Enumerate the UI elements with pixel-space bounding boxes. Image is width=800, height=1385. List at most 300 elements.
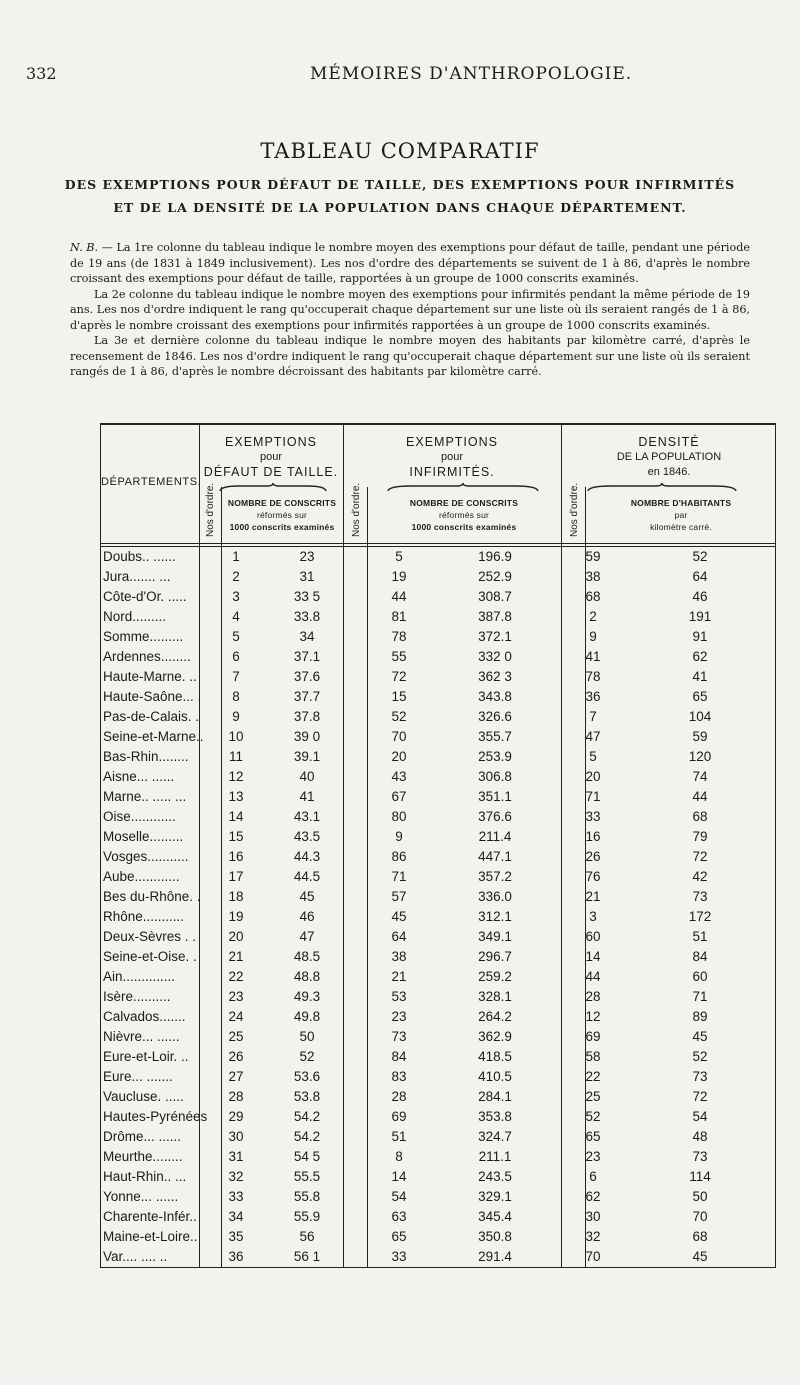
- ordre-densite: 58: [585, 1049, 601, 1064]
- departement-name: Deux-Sèvres . .: [103, 929, 197, 944]
- ordre-densite: 3: [589, 909, 597, 924]
- subheader-densite: [585, 497, 777, 533]
- explanatory-notes: [70, 240, 750, 380]
- subheader-taille: [221, 497, 343, 533]
- value-infirmites: 362 3: [478, 669, 512, 684]
- table-row: [101, 1186, 775, 1206]
- table-row: [101, 1006, 775, 1026]
- ordre-taille: 5: [232, 629, 240, 644]
- departement-name: Charente-Infér..: [103, 1209, 197, 1224]
- value-taille: 54.2: [293, 1129, 321, 1144]
- ordre-taille: 9: [232, 709, 240, 724]
- table-row: [101, 1226, 775, 1246]
- table-row: [101, 1246, 775, 1266]
- ordre-infirmites: 84: [391, 1049, 407, 1064]
- table-row: [101, 1126, 775, 1146]
- value-taille: 47: [299, 929, 315, 944]
- ordre-densite: 6: [589, 1169, 597, 1184]
- departement-name: Pas-de-Calais. .: [103, 709, 200, 724]
- value-taille: 44.3: [293, 849, 321, 864]
- ordre-taille: 34: [228, 1209, 244, 1224]
- table-row: [101, 1026, 775, 1046]
- ordre-densite: 5: [589, 749, 597, 764]
- value-infirmites: 243.5: [478, 1169, 512, 1184]
- ordre-taille: 18: [228, 889, 244, 904]
- value-infirmites: 336.0: [478, 889, 512, 904]
- value-densite: 71: [692, 989, 708, 1004]
- value-densite: 114: [689, 1169, 711, 1184]
- value-densite: 84: [692, 949, 708, 964]
- brace-icon: [587, 483, 737, 493]
- ordre-infirmites: 80: [391, 809, 407, 824]
- ordre-densite: 68: [585, 589, 601, 604]
- ordre-infirmites: 65: [391, 1229, 407, 1244]
- value-taille: 37.8: [293, 709, 321, 724]
- ordre-densite: 59: [585, 549, 601, 564]
- ordre-densite: 20: [585, 769, 601, 784]
- departement-name: Hautes-Pyrénées: [103, 1109, 208, 1124]
- value-infirmites: 362.9: [478, 1029, 512, 1044]
- table-body: [101, 546, 775, 1266]
- subheader-infirmites: [367, 497, 561, 533]
- departement-name: Bas-Rhin........: [103, 749, 189, 764]
- table-row: [101, 906, 775, 926]
- value-taille: 37.1: [293, 649, 321, 664]
- ordre-densite: 28: [585, 989, 601, 1004]
- value-taille: 48.8: [293, 969, 321, 984]
- table-row: [101, 1066, 775, 1086]
- value-infirmites: 351.1: [478, 789, 512, 804]
- ordre-label: Nos d'ordre.: [569, 482, 580, 537]
- value-taille: 45: [299, 889, 315, 904]
- ordre-infirmites: 5: [395, 549, 403, 564]
- ordre-infirmites: 63: [391, 1209, 407, 1224]
- ordre-infirmites: 53: [391, 989, 407, 1004]
- value-taille: 54.2: [293, 1109, 321, 1124]
- table-row: [101, 1106, 775, 1126]
- table-row: [101, 766, 775, 786]
- subheader-line: réformés sur: [256, 510, 308, 520]
- brace-icon: [387, 483, 539, 493]
- ordre-infirmites: 33: [391, 1249, 407, 1264]
- ordre-label: Nos d'ordre.: [351, 482, 362, 537]
- ordre-taille: 15: [228, 829, 244, 844]
- ordre-infirmites: 81: [391, 609, 407, 624]
- page-title: TABLEAU COMPARATIF: [260, 139, 540, 163]
- ordre-infirmites: 43: [391, 769, 407, 784]
- value-infirmites: 259.2: [478, 969, 512, 984]
- value-densite: 54: [692, 1109, 708, 1124]
- header-infirmites: [343, 435, 561, 480]
- ordre-densite: 62: [585, 1189, 601, 1204]
- value-infirmites: 372.1: [478, 629, 512, 644]
- value-taille: 46: [299, 909, 315, 924]
- value-densite: 68: [692, 809, 708, 824]
- ordre-densite: 14: [585, 949, 601, 964]
- value-densite: 50: [692, 1189, 708, 1204]
- value-taille: 40: [299, 769, 315, 784]
- value-taille: 23: [299, 549, 315, 564]
- value-taille: 55.8: [293, 1189, 321, 1204]
- table-row: [101, 886, 775, 906]
- value-densite: 65: [692, 689, 708, 704]
- ordre-densite: 30: [585, 1209, 601, 1224]
- ordre-densite: 21: [585, 889, 601, 904]
- note-paragraph-3: La 3e et dernière colonne du tableau indique le nombre moyen des habitants par kilomètre carré, d'après le recensement de 1846. Les nos d'ordre indiquent le rang qu'occuperait chaque département sur une liste où ils seraient rangés de 1 à 86, d'après le nombre décroissant des habitants par kilomètre carré.: [70, 334, 750, 378]
- value-densite: 191: [688, 609, 712, 624]
- ordre-densite: 44: [585, 969, 601, 984]
- ordre-taille: 28: [228, 1089, 244, 1104]
- table-row: [101, 986, 775, 1006]
- value-infirmites: 387.8: [478, 609, 512, 624]
- departement-name: Yonne... ......: [103, 1189, 179, 1204]
- value-infirmites: 328.1: [478, 989, 512, 1004]
- ordre-infirmites: 71: [391, 869, 407, 884]
- value-infirmites: 345.4: [478, 1209, 512, 1224]
- table-row: [101, 726, 775, 746]
- ordre-densite: 70: [585, 1249, 601, 1264]
- ordre-densite: 38: [585, 569, 601, 584]
- value-densite: 60: [692, 969, 708, 984]
- value-densite: 45: [692, 1029, 708, 1044]
- departement-name: Meurthe........: [103, 1149, 183, 1164]
- ordre-taille: 25: [228, 1029, 244, 1044]
- ordre-infirmites: 20: [391, 749, 407, 764]
- value-infirmites: 324.7: [478, 1129, 512, 1144]
- value-taille: 33 5: [293, 589, 321, 604]
- table-row: [101, 786, 775, 806]
- ordre-taille: 31: [228, 1149, 244, 1164]
- header-departements: DÉPARTEMENTS.: [101, 476, 202, 488]
- ordre-infirmites: 19: [391, 569, 407, 584]
- ordre-taille: 12: [228, 769, 244, 784]
- ordre-taille: 1: [232, 549, 240, 564]
- ordre-infirmites: 45: [391, 909, 407, 924]
- value-infirmites: 353.8: [478, 1109, 512, 1124]
- value-infirmites: 252.9: [478, 569, 512, 584]
- value-taille: 37.6: [293, 669, 321, 684]
- value-infirmites: 418.5: [478, 1049, 512, 1064]
- ordre-infirmites: 52: [391, 709, 407, 724]
- departement-name: Nord.........: [103, 609, 167, 624]
- value-infirmites: 326.6: [478, 709, 512, 724]
- ordre-taille: 22: [228, 969, 244, 984]
- ordre-densite: 16: [585, 829, 601, 844]
- value-densite: 46: [692, 589, 708, 604]
- ordre-densite: 2: [589, 609, 597, 624]
- value-taille: 31: [299, 569, 315, 584]
- ordre-infirmites: 69: [391, 1109, 407, 1124]
- subheader-line: par: [674, 510, 688, 520]
- ordre-infirmites: 73: [391, 1029, 407, 1044]
- table-row: [101, 1086, 775, 1106]
- ordre-taille: 17: [228, 869, 244, 884]
- table-row: [101, 846, 775, 866]
- ordre-densite: 47: [585, 729, 601, 744]
- departement-name: Haute-Marne. ..: [103, 669, 197, 684]
- ordre-densite: 26: [585, 849, 601, 864]
- ordre-densite: 12: [585, 1009, 601, 1024]
- ordre-densite: 78: [585, 669, 601, 684]
- departement-name: Eure-et-Loir. ..: [103, 1049, 189, 1064]
- value-infirmites: 308.7: [478, 589, 512, 604]
- subheader-line: NOMBRE DE CONSCRITS: [409, 498, 519, 508]
- table-row: [101, 586, 775, 606]
- ordre-densite: 32: [585, 1229, 601, 1244]
- group-label: DENSITÉ: [638, 435, 700, 449]
- brace-icon: [219, 483, 327, 493]
- value-taille: 44.5: [293, 869, 321, 884]
- page-subtitle: DES EXEMPTIONS POUR DÉFAUT DE TAILLE, DES EXEMPTIONS POUR INFIRMITÉS ET DE LA DENSITÉ DE LA POPULATION DANS CHAQUE DÉPARTEMENT.: [64, 177, 736, 215]
- ordre-taille: 35: [228, 1229, 244, 1244]
- ordre-infirmites: 57: [391, 889, 407, 904]
- ordre-infirmites: 51: [391, 1129, 407, 1144]
- table-row: [101, 1046, 775, 1066]
- value-infirmites: 349.1: [478, 929, 512, 944]
- departement-name: Maine-et-Loire..: [103, 1229, 198, 1244]
- value-densite: 45: [692, 1249, 708, 1264]
- value-taille: 53.8: [293, 1089, 321, 1104]
- departement-name: Var.... .... ..: [103, 1249, 168, 1264]
- note-paragraph-1: [70, 240, 750, 287]
- value-taille: 48.5: [293, 949, 321, 964]
- value-taille: 43.1: [293, 809, 321, 824]
- ordre-taille: 23: [228, 989, 244, 1004]
- ordre-taille: 7: [232, 669, 240, 684]
- ordre-infirmites: 28: [391, 1089, 407, 1104]
- ordre-densite: 36: [585, 689, 601, 704]
- value-densite: 72: [692, 1089, 708, 1104]
- value-densite: 172: [688, 909, 712, 924]
- table-row: [101, 606, 775, 626]
- group-label: EXEMPTIONS: [225, 435, 317, 449]
- departement-name: Drôme... ......: [103, 1129, 182, 1144]
- ordre-infirmites: 21: [391, 969, 407, 984]
- ordre-taille: 14: [228, 809, 244, 824]
- ordre-taille: 19: [228, 909, 244, 924]
- ordre-infirmites: 23: [391, 1009, 407, 1024]
- ordre-densite: 25: [585, 1089, 601, 1104]
- ordre-densite: 69: [585, 1029, 601, 1044]
- value-densite: 52: [692, 1049, 708, 1064]
- value-infirmites: 253.9: [478, 749, 512, 764]
- ordre-infirmites: 15: [391, 689, 407, 704]
- subheader-line: 1000 conscrits examinés: [229, 522, 335, 532]
- value-taille: 56 1: [293, 1249, 321, 1264]
- ordre-taille: 21: [228, 949, 244, 964]
- value-taille: 50: [299, 1029, 315, 1044]
- ordre-taille: 33: [228, 1189, 244, 1204]
- ordre-infirmites: 72: [391, 669, 407, 684]
- ordre-infirmites: 8: [395, 1149, 403, 1164]
- header-densite: [561, 435, 777, 480]
- ordre-infirmites: 64: [391, 929, 407, 944]
- group-label: pour: [440, 451, 464, 463]
- departement-name: Doubs.. ......: [103, 549, 176, 564]
- departement-name: Rhône...........: [103, 909, 185, 924]
- value-infirmites: 410.5: [478, 1069, 512, 1084]
- ordre-taille: 27: [228, 1069, 244, 1084]
- value-infirmites: 306.8: [478, 769, 512, 784]
- nb-label: N. B.: [70, 241, 99, 254]
- departement-name: Marne.. ..... ...: [103, 789, 187, 804]
- ordre-taille: 8: [232, 689, 240, 704]
- departement-name: Ain..............: [103, 969, 176, 984]
- table-row: [101, 826, 775, 846]
- value-densite: 73: [692, 1149, 708, 1164]
- ordre-taille: 13: [228, 789, 244, 804]
- departement-name: Nièvre... ......: [103, 1029, 180, 1044]
- value-taille: 43.5: [293, 829, 321, 844]
- ordre-taille: 30: [228, 1129, 244, 1144]
- value-taille: 49.8: [293, 1009, 321, 1024]
- ordre-label: Nos d'ordre.: [205, 482, 216, 537]
- subheader-line: NOMBRE D'HABITANTS: [630, 498, 732, 508]
- subheader-line: NOMBRE DE CONSCRITS: [227, 498, 337, 508]
- subheader-line: 1000 conscrits examinés: [411, 522, 517, 532]
- note-text-1: — La 1re colonne du tableau indique le nombre moyen des exemptions pour défaut de taille, pendant une période de 19 ans (de 1831 à 1849 inclusivement). Les nos d'ordre des départements se suivent de 1 à 86, d'après le nombre croissant des exemptions pour défaut de taille, rapportées à un groupe de 1000 conscrits examinés.: [70, 241, 751, 285]
- table-row: [101, 946, 775, 966]
- departement-name: Aisne... ......: [103, 769, 175, 784]
- table-row: [101, 966, 775, 986]
- ordre-taille: 10: [228, 729, 244, 744]
- ordre-infirmites: 83: [391, 1069, 407, 1084]
- table-row: [101, 866, 775, 886]
- value-taille: 41: [299, 789, 315, 804]
- departement-name: Vaucluse. .....: [103, 1089, 184, 1104]
- value-densite: 89: [692, 1009, 708, 1024]
- value-taille: 33.8: [293, 609, 321, 624]
- ordre-taille: 24: [228, 1009, 244, 1024]
- subheader-line: réformés sur: [438, 510, 490, 520]
- group-label: DÉFAUT DE TAILLE.: [203, 465, 339, 479]
- ordre-infirmites: 14: [391, 1169, 407, 1184]
- departement-name: Vosges...........: [103, 849, 189, 864]
- value-infirmites: 332 0: [478, 649, 512, 664]
- group-label: en 1846.: [647, 466, 691, 478]
- ordre-taille: 29: [228, 1109, 244, 1124]
- ordre-infirmites: 70: [391, 729, 407, 744]
- value-densite: 44: [692, 789, 708, 804]
- note-paragraph-2: La 2e colonne du tableau indique le nombre moyen des exemptions pour infirmités pendant la même période de 19 ans. Les nos d'ordre indiquent le rang qu'occuperait chaque département sur une liste où ils seraient rangés de 1 à 86, d'après le nombre croissant des exemptions pour infirmités rapportées à un groupe de 1000 conscrits examinés.: [70, 287, 750, 332]
- departement-name: Calvados.......: [103, 1009, 186, 1024]
- value-infirmites: 355.7: [478, 729, 512, 744]
- ordre-densite: 65: [585, 1129, 601, 1144]
- value-densite: 91: [692, 629, 708, 644]
- ordre-densite: 33: [585, 809, 601, 824]
- ordre-infirmites: 38: [391, 949, 407, 964]
- ordre-infirmites: 44: [391, 589, 407, 604]
- group-label: INFIRMITÉS.: [409, 465, 495, 479]
- value-infirmites: 329.1: [478, 1189, 512, 1204]
- ordre-taille: 2: [232, 569, 240, 584]
- value-taille: 55.9: [293, 1209, 321, 1224]
- value-taille: 49.3: [293, 989, 321, 1004]
- departement-name: Ardennes........: [103, 649, 191, 664]
- ordre-densite: 22: [585, 1069, 601, 1084]
- table-row: [101, 1146, 775, 1166]
- departement-name: Seine-et-Marne..: [103, 729, 204, 744]
- value-densite: 52: [692, 549, 708, 564]
- ordre-densite: 60: [585, 929, 601, 944]
- value-taille: 55.5: [293, 1169, 321, 1184]
- value-densite: 41: [692, 669, 708, 684]
- ordre-infirmites: 86: [391, 849, 407, 864]
- ordre-infirmites: 55: [391, 649, 407, 664]
- ordre-taille: 32: [228, 1169, 244, 1184]
- value-infirmites: 211.4: [478, 829, 512, 844]
- value-infirmites: 264.2: [478, 1009, 512, 1024]
- departement-name: Somme.........: [103, 629, 184, 644]
- value-taille: 34: [299, 629, 315, 644]
- departement-name: Aube............: [103, 869, 180, 884]
- table-row: [101, 626, 775, 646]
- group-label: EXEMPTIONS: [406, 435, 498, 449]
- ordre-densite: 71: [585, 789, 601, 804]
- ordre-infirmites: 54: [391, 1189, 407, 1204]
- value-infirmites: 376.6: [478, 809, 512, 824]
- value-infirmites: 312.1: [478, 909, 512, 924]
- value-densite: 72: [692, 849, 708, 864]
- value-infirmites: 291.4: [478, 1249, 512, 1264]
- group-label: pour: [259, 451, 283, 463]
- ordre-densite: 23: [585, 1149, 601, 1164]
- table-row: [101, 706, 775, 726]
- value-densite: 79: [692, 829, 708, 844]
- running-title: MÉMOIRES D'ANTHROPOLOGIE.: [310, 64, 633, 84]
- header-defaut-taille: [199, 435, 343, 480]
- value-infirmites: 284.1: [478, 1089, 512, 1104]
- page-number: 332: [26, 64, 57, 83]
- value-densite: 70: [692, 1209, 708, 1224]
- value-densite: 74: [692, 769, 708, 784]
- value-infirmites: 350.8: [478, 1229, 512, 1244]
- header-rule: [101, 543, 775, 544]
- value-taille: 52: [299, 1049, 315, 1064]
- ordre-densite: 9: [589, 629, 597, 644]
- ordre-densite: 41: [585, 649, 601, 664]
- group-label: DE LA POPULATION: [616, 451, 722, 463]
- table-row: [101, 926, 775, 946]
- ordre-infirmites: 67: [391, 789, 407, 804]
- table-row: [101, 566, 775, 586]
- value-taille: 39.1: [293, 749, 321, 764]
- departement-name: Eure... .......: [103, 1069, 173, 1084]
- comparative-table: [100, 423, 776, 1268]
- ordre-densite: 76: [585, 869, 601, 884]
- value-densite: 48: [692, 1129, 708, 1144]
- ordre-taille: 4: [232, 609, 240, 624]
- value-taille: 56: [299, 1229, 315, 1244]
- ordre-taille: 6: [232, 649, 240, 664]
- ordre-densite: 52: [585, 1109, 601, 1124]
- departement-name: Moselle.........: [103, 829, 184, 844]
- ordre-taille: 26: [228, 1049, 244, 1064]
- ordre-densite: 7: [589, 709, 597, 724]
- table-row: [101, 686, 775, 706]
- value-densite: 73: [692, 889, 708, 904]
- ordre-taille: 20: [228, 929, 244, 944]
- table-row: [101, 1206, 775, 1226]
- value-taille: 37.7: [293, 689, 321, 704]
- value-densite: 120: [688, 749, 712, 764]
- value-densite: 62: [692, 649, 708, 664]
- value-densite: 68: [692, 1229, 708, 1244]
- value-densite: 64: [692, 569, 708, 584]
- value-densite: 104: [688, 709, 712, 724]
- ordre-taille: 3: [232, 589, 240, 604]
- value-infirmites: 343.8: [478, 689, 512, 704]
